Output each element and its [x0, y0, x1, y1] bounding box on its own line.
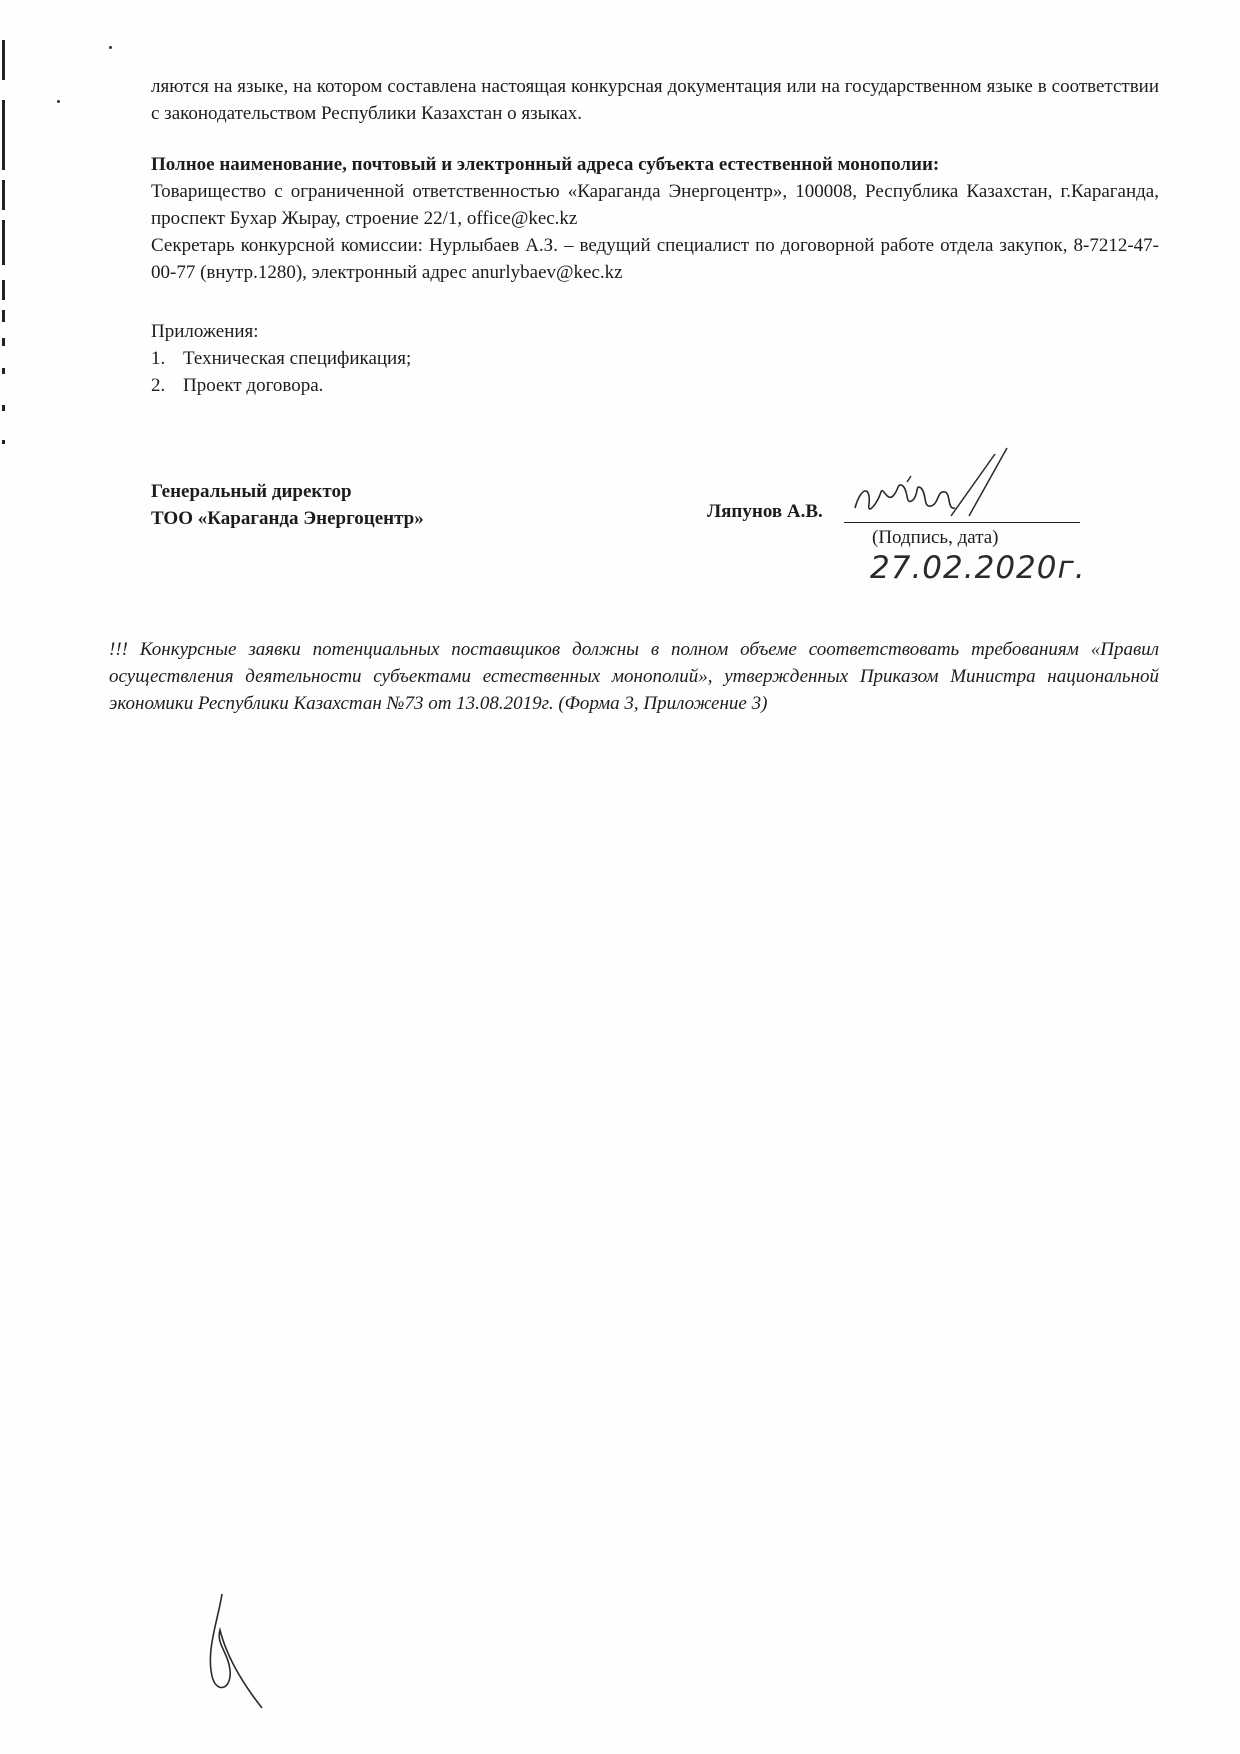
signer-title-block	[151, 478, 424, 532]
appendix-item	[151, 372, 411, 399]
signature-block	[707, 498, 1087, 598]
handwritten-initials	[200, 1590, 280, 1710]
appendix-title: Приложения:	[151, 321, 259, 342]
scan-edge-artifact	[0, 30, 14, 470]
contacts-heading: Полное наименование, почтовый и электронный адреса субъекта естественной монополии:	[151, 154, 940, 175]
signer-company: ТОО «Караганда Энергоцентр»	[151, 508, 424, 529]
appendix-section	[151, 318, 411, 399]
appendix-item-number: 1.	[151, 348, 166, 369]
appendix-item-number: 2.	[151, 375, 166, 396]
secretary-contact: Секретарь конкурсной комиссии: Нурлыбаев А.З. – ведущий специалист по договорной работе отдела закупок, 8-7212-47-00-77 (внутр.1280), электронный адрес anurlybaev@kec.kz	[151, 235, 1159, 283]
company-address: Товарищество с ограниченной ответственностью «Караганда Энергоцентр», 100008, Республика Казахстан, г.Караганда, проспект Бухар Жырау, строение 22/1, office@kec.kz	[151, 181, 1159, 229]
signature-image	[847, 446, 1017, 526]
appendix-item	[151, 345, 411, 372]
scan-speck	[109, 46, 112, 49]
signature-caption: (Подпись, дата)	[872, 527, 999, 548]
intro-text: ляются на языке, на котором составлена настоящая конкурсная документация или на государственном языке в соответствии с законодательством Республики Казахстан о языках.	[151, 76, 1159, 124]
appendix-item-label: Техническая спецификация;	[183, 348, 412, 369]
signer-name: Ляпунов А.В.	[707, 501, 823, 522]
appendix-list	[151, 345, 411, 399]
intro-paragraph	[151, 73, 1159, 127]
signer-position: Генеральный директор	[151, 481, 352, 502]
contacts-section	[151, 151, 1159, 286]
appendix-item-label: Проект договора.	[183, 375, 324, 396]
signature-line	[844, 522, 1080, 523]
handwritten-date: 27.02.2020г.	[870, 550, 1086, 586]
requirements-note: !!! Конкурсные заявки потенциальных поставщиков должны в полном объеме соответствовать требованиям «Правил осуществления деятельности субъектами естественных монополий», утвержденных Приказом Министра национальной экономики Республики Казахстан №73 от 13.08.2019г. (Форма 3, Приложение 3)	[109, 639, 1159, 714]
scan-speck	[57, 100, 60, 103]
